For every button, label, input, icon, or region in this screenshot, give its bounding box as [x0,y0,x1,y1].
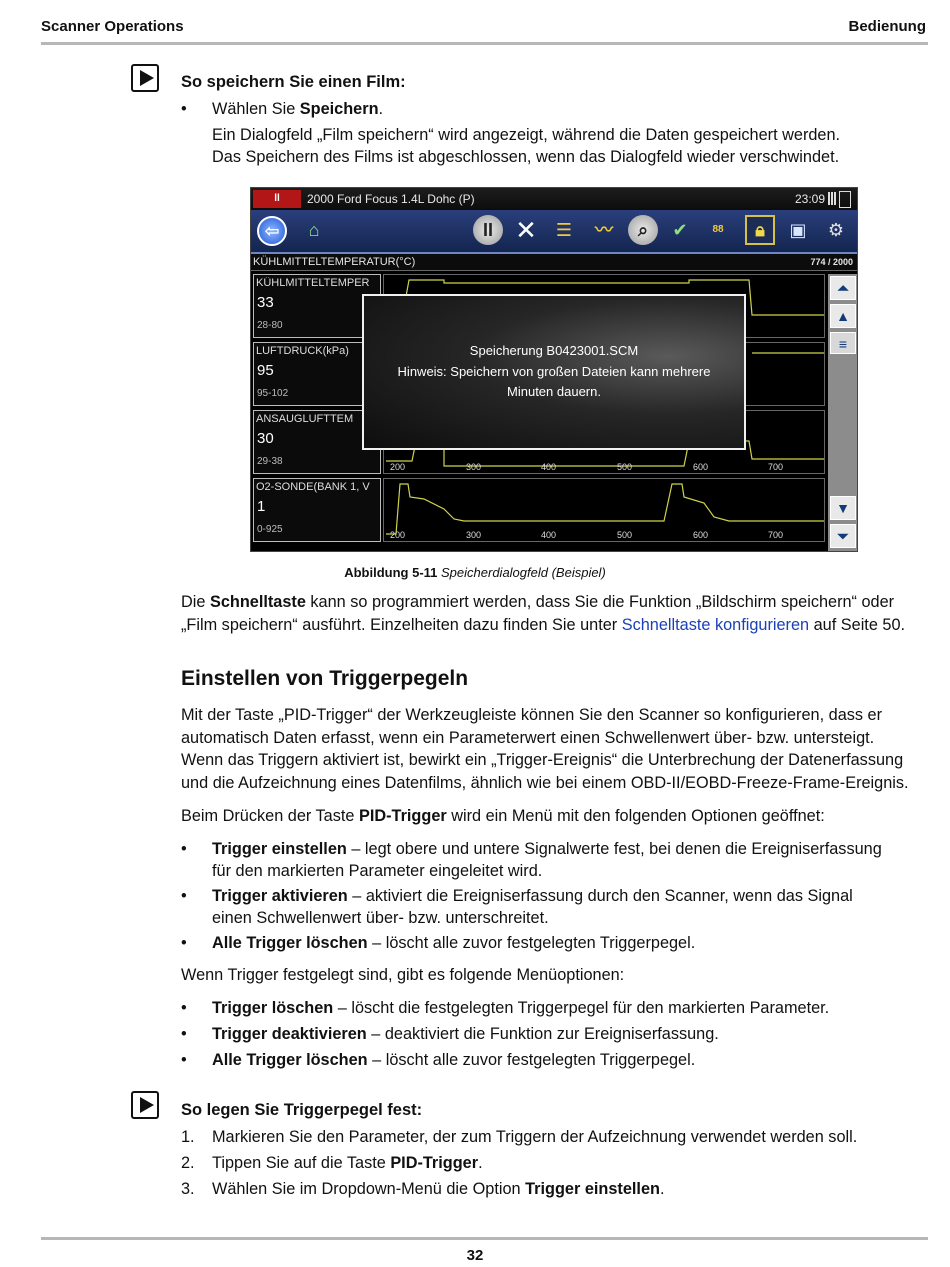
paragraph-line: und die Aufzeichnung eines Datenfilms, ähnlich wie bei einem OBD-II/EOBD-Freeze-Frame-Ereignis. [181,774,909,792]
procedure-title: So speichern Sie einen Film: [181,73,406,91]
step-number: 2. [181,1154,195,1172]
axis-label: 200 [390,462,406,472]
axis-label: 400 [541,462,557,472]
axis-label: 500 [617,530,633,540]
bullet-icon: • [181,1025,187,1043]
procedure-title: So legen Sie Triggerpegel fest: [181,1101,423,1119]
list-item [181,997,830,1019]
graph-icon[interactable]: 〰 [595,220,613,240]
item-bold: Trigger löschen [212,999,334,1017]
scrollbar[interactable] [828,274,858,552]
item-bold: Trigger aktivieren [212,887,348,905]
pid-range: 0-925 [257,524,283,535]
list-item [181,1023,719,1045]
scroll-bottom-icon[interactable]: ⏷ [830,524,856,548]
bullet-icon: • [181,840,187,858]
list-item [181,932,696,954]
page-number: 32 [466,1247,484,1264]
footer-rule [41,1237,928,1240]
text: wird ein Menü mit den folgenden Optionen geöffnet: [446,807,825,825]
item-bold: Trigger deaktivieren [212,1025,367,1043]
step-text: Wählen Sie im Dropdown-Menü die Option [212,1180,526,1198]
pid-name: LUFTDRUCK(kPa) [256,345,349,357]
zoom-icon[interactable]: ⌕ [628,215,658,245]
pid-value: 33 [257,294,274,311]
pid-name: KÜHLMITTELTEMPER [256,277,370,289]
scroll-down-icon[interactable]: ▼ [830,496,856,520]
item-text: . [378,100,384,118]
brand-logo: ll [253,190,301,208]
step-number: 1. [181,1128,195,1146]
axis-label: 600 [693,530,709,540]
text: auf Seite 50. [809,616,906,634]
axis-label: 200 [390,530,406,540]
axis-label: 300 [466,462,482,472]
list-item [181,885,853,929]
step-text: Tippen Sie auf die Taste [212,1154,391,1172]
running-header-left: Scanner Operations [41,18,184,35]
dialog-line: Hinweis: Speichern von großen Dateien kann mehrere [397,364,711,379]
numbered-step [181,1152,483,1174]
bold-text: PID-Trigger [358,807,447,825]
list-item [181,838,882,882]
axis-label: 300 [466,530,482,540]
step-bold: PID-Trigger [390,1154,479,1172]
caption-text: Speicherdialogfeld (Beispiel) [441,565,606,580]
vehicle-label: 2000 Ford Focus 1.4L Dohc (P) [307,192,475,206]
axis-label: 500 [617,462,633,472]
cross-reference-link[interactable]: Schnelltaste konfigurieren [621,616,810,634]
paragraph-line: Das Speichern des Films ist abgeschlossen, wenn das Dialogfeld wieder verschwindet. [212,148,840,166]
item-text: – löscht die festgelegten Triggerpegel für den markierten Parameter. [333,999,830,1017]
item-text: – löscht alle zuvor festgelegten Triggerpegel. [367,1051,696,1069]
item-bold: Alle Trigger löschen [212,934,368,952]
pid-range: 28-80 [257,320,283,331]
bullet-icon: • [181,934,187,952]
scanner-toolbar [251,210,857,254]
pid-name: ANSAUGLUFTTEM [256,413,354,425]
pid-value: 95 [257,362,274,379]
signal-icon [828,192,837,205]
pid-trigger-icon[interactable]: 88 [712,224,724,235]
section-heading: Einstellen von Triggerpegeln [181,667,469,690]
item-text: Wählen Sie [212,100,300,118]
close-icon[interactable]: ✕ [515,215,537,245]
item-text: – aktiviert die Ereigniserfassung durch den Scanner, wenn das Signal [347,887,853,905]
battery-icon [839,191,851,208]
pid-graph [383,478,825,542]
bold-text: Schnelltaste [209,593,306,611]
scanner-title-bar [251,188,857,210]
paragraph-line: Wenn das Triggern aktiviert ist, bewirkt ein „Trigger-Ereignis“ die Unterbrechung der Datenerfassung [181,751,904,769]
save-icon[interactable]: ▣ [789,220,807,240]
step-text: Markieren Sie den Parameter, der zum Triggern der Aufzeichnung verwendet werden soll. [212,1128,858,1146]
paragraph-line: Mit der Taste „PID-Trigger“ der Werkzeugleiste können Sie den Scanner so konfigurieren, dass er [181,706,883,724]
frame-counter: 774 / 2000 [810,257,853,267]
pid-header: KÜHLMITTELTEMPERATUR(°C) [253,256,416,268]
pid-panel[interactable] [253,478,381,542]
scanner-screenshot [250,187,858,552]
scroll-up-icon[interactable]: ▲ [830,304,856,328]
header-rule [41,42,928,45]
text: kann so programmiert werden, dass Sie die Funktion „Bildschirm speichern“ oder [305,593,895,611]
paragraph-line: automatisch Daten erfasst, wenn ein Parameterwert einen Schwellenwert über- bzw. untersteigt. [181,729,875,747]
lock-icon[interactable]: 🔒︎ [745,215,775,245]
pid-value: 30 [257,430,274,447]
check-icon[interactable]: ✔ [672,220,688,240]
pid-range: 95-102 [257,388,289,399]
bullet-icon: • [181,1051,187,1069]
text: Die [181,593,210,611]
pid-value: 1 [257,498,266,515]
bullet-icon: • [181,999,187,1017]
axis-label: 700 [768,462,784,472]
pid-range: 29-38 [257,456,283,467]
axis-label: 400 [541,530,557,540]
item-text: – löscht alle zuvor festgelegten Triggerpegel. [367,934,696,952]
text: „Film speichern“ ausführt. Einzelheiten dazu finden Sie unter [181,616,622,634]
home-icon[interactable]: ⌂ [308,220,320,240]
item-bold: Alle Trigger löschen [212,1051,368,1069]
paragraph-line [181,614,905,636]
dialog-line: Minuten dauern. [507,384,601,399]
settings-icon[interactable]: ⚙ [827,220,845,240]
running-header-right: Bedienung [848,18,926,35]
item-text: für den markierten Parameter eingeleitet wird. [212,862,543,880]
paragraph-line [181,805,825,827]
scroll-thumb[interactable]: ≡ [830,332,856,354]
step-text: . [478,1154,483,1172]
item-text: – legt obere und untere Signalwerte fest, bei denen die Ereigniserfassung [346,840,882,858]
figure-caption [0,565,950,580]
item-text: – deaktiviert die Funktion zur Ereigniserfassung. [366,1025,719,1043]
paragraph-line: Wenn Trigger festgelegt sind, gibt es folgende Menüoptionen: [181,966,625,984]
step-bold: Trigger einstellen [525,1180,660,1198]
list-item [181,98,384,120]
axis-label: 600 [693,462,709,472]
paragraph-line [181,591,894,613]
back-icon[interactable]: ⇦ [257,216,287,246]
dialog-line: Speicherung B0423001.SCM [469,343,639,358]
numbered-step [181,1126,858,1148]
item-bold: Speichern [299,100,379,118]
pid-list-icon[interactable]: ☰ [555,220,573,240]
bullet-icon: • [181,100,187,118]
list-item [181,1049,696,1071]
pid-header-bar [251,254,857,271]
item-text: einen Schwellenwert über- bzw. unterschreitet. [212,909,549,927]
save-dialog [362,294,746,450]
step-number: 3. [181,1180,195,1198]
step-text: . [659,1180,665,1198]
item-bold: Trigger einstellen [212,840,347,858]
text: Beim Drücken der Taste [181,807,359,825]
procedure-arrow-icon [131,1091,159,1119]
procedure-arrow-icon [131,64,159,92]
clock: 23:09 [794,192,825,206]
axis-label: 700 [768,530,784,540]
caption-label: Abbildung 5-11 [344,565,438,580]
scroll-top-icon[interactable]: ⏶ [830,276,856,300]
pause-icon[interactable]: II [473,215,503,245]
paragraph-line: Ein Dialogfeld „Film speichern“ wird angezeigt, während die Daten gespeichert werden. [212,126,841,144]
pid-name: O2-SONDE(BANK 1, V [256,481,370,493]
bullet-icon: • [181,887,187,905]
numbered-step [181,1178,665,1200]
